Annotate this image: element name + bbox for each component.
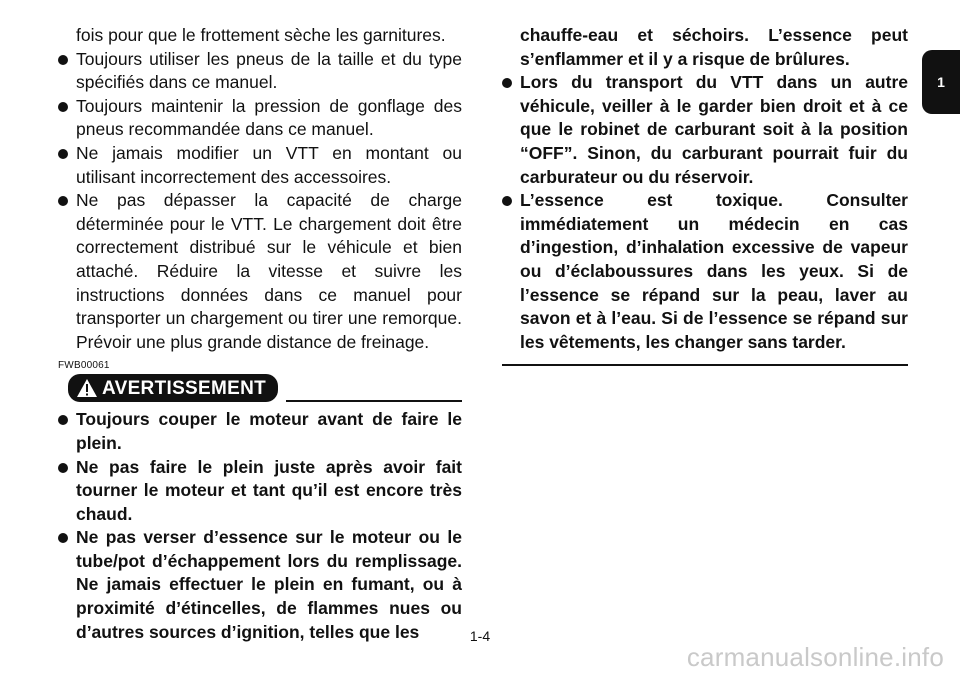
- bullet-dot-icon: [58, 196, 68, 206]
- intro-continued-text: fois pour que le frottement sèche les garnitures.: [76, 25, 446, 45]
- warning-item: [58, 526, 462, 644]
- bullet-dot-icon: [58, 415, 68, 425]
- chapter-tab-label: 1: [937, 74, 945, 90]
- list-item-text: Ne jamais modifier un VTT en montant ou utilisant incorrectement des accessoires.: [76, 142, 462, 187]
- list-item-text: Toujours utiliser les pneus de la taille et du type spécifiés dans ce manuel.: [76, 48, 462, 93]
- warning-item: [502, 189, 908, 354]
- warning-item-text: Ne pas faire le plein juste après avoir fait tourner le moteur et tant qu’il est encore très chaud.: [76, 456, 462, 524]
- warning-triangle-icon: [76, 378, 98, 398]
- bullet-dot-icon: [58, 102, 68, 112]
- list-item: [58, 142, 462, 189]
- left-column: [58, 24, 462, 644]
- warning-item-text: Ne pas verser d’essence sur le moteur ou le tube/pot d’échappement lors du remplissage. Ne jamais effectuer le plein en fumant, ou à proximité d’étincelles, de flammes nues ou d’autres sources d’ignition, telles que les: [76, 527, 462, 642]
- list-item: [58, 48, 462, 95]
- warning-item-text: L’essence est toxique. Consulter immédiatement un médecin en cas d’ingestion, d’inhalation excessive de vapeur ou d’éclaboussures dans les yeux. Si de l’essence se répand sur la peau, laver au savon et à l’eau. Si de l’essence se répand sur les vêtements, les changer sans tarder.: [520, 190, 908, 352]
- chapter-tab: [922, 50, 960, 114]
- warning-item: [58, 456, 462, 527]
- list-item-text: Toujours maintenir la pression de gonflage des pneus recommandée dans ce manuel.: [76, 95, 462, 140]
- warning-item-text: Toujours couper le moteur avant de faire le plein.: [76, 409, 462, 453]
- warning-item: [58, 408, 462, 455]
- list-item: [58, 189, 462, 354]
- warning-continued-text: chauffe-eau et séchoirs. L’essence peut s’enflammer et il y a risque de brûlures.: [520, 25, 908, 69]
- list-item-text: Ne pas dépasser la capacité de charge déterminée pour le VTT. Le chargement doit être correctement distribué sur le véhicule et bien attaché. Réduire la vitesse et suivre les instructions données dans ce manuel pour transporter un chargement ou tirer une remorque. Prévoir une plus grande distance de freinage.: [76, 190, 462, 352]
- bullet-dot-icon: [58, 533, 68, 543]
- warning-label: AVERTISSEMENT: [102, 377, 267, 399]
- bullet-dot-icon: [58, 463, 68, 473]
- right-column: [502, 24, 908, 366]
- bullet-dot-icon: [502, 196, 512, 206]
- watermark: carmanualsonline.info: [686, 642, 944, 672]
- bullet-dot-icon: [58, 149, 68, 159]
- warning-item-text: Lors du transport du VTT dans un autre véhicule, veiller à le garder bien droit et à ce que le robinet de carburant soit à la position “OFF”. Sinon, du carburant pourrait fuir du carburateur ou du réservoir.: [520, 72, 908, 187]
- bullet-dot-icon: [502, 78, 512, 88]
- warning-end-divider: [502, 364, 908, 366]
- warning-item: [502, 71, 908, 189]
- section-code: FWB00061: [58, 360, 110, 372]
- warning-badge: [68, 374, 278, 402]
- warning-header: [58, 374, 462, 402]
- list-item: [58, 95, 462, 142]
- bullet-dot-icon: [58, 55, 68, 65]
- page-number: 1-4: [469, 628, 491, 644]
- warning-divider: [286, 400, 462, 402]
